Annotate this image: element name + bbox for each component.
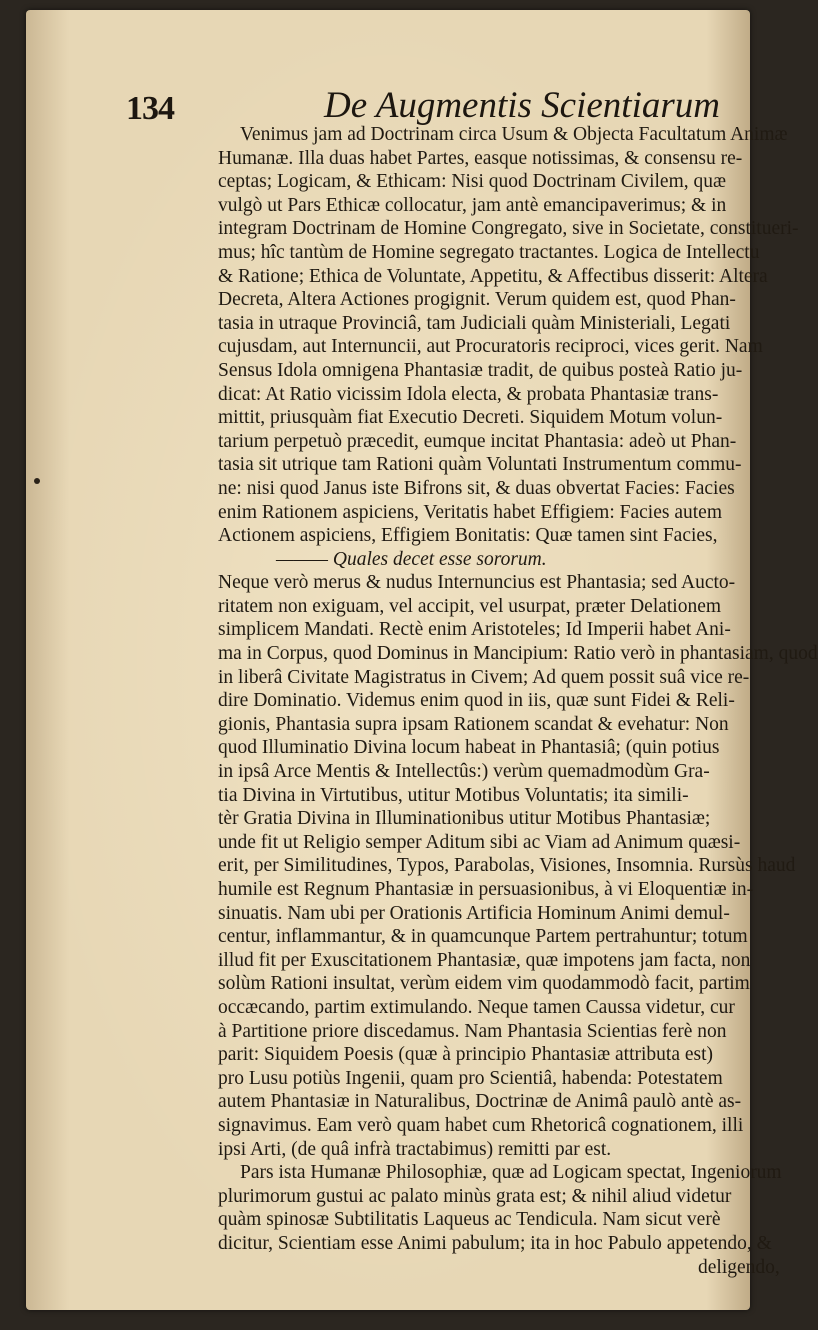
text-line: simplicem Mandati. Rectè enim Aristoteles; Id Imperii habet Ani-	[218, 619, 731, 641]
text-line: tasia in utraque Provinciâ, tam Judiciali quàm Ministeriali, Legati	[218, 312, 731, 334]
text-line: illud fit per Exuscitationem Phantasiæ, quæ impotens jam facta, non	[218, 949, 751, 971]
text-line: Pars ista Humanæ Philosophiæ, quæ ad Logicam spectat, Ingeniorum	[240, 1162, 782, 1184]
text-line: in liberâ Civitate Magistratus in Civem; Ad quem possit suâ vice re-	[218, 666, 750, 688]
text-line: deligendo,	[698, 1256, 780, 1278]
text-line: Venimus jam ad Doctrinam circa Usum & Objecta Facultatum Animæ	[240, 124, 788, 145]
text-line: ritatem non exiguam, vel accipit, vel usurpat, præter Delationem	[218, 595, 722, 617]
text-line: tarium perpetuò præcedit, eumque incitat Phantasia: adeò ut Phan-	[218, 430, 737, 452]
text-line: à Partitione priore discedamus. Nam Phantasia Scientias ferè non	[218, 1020, 727, 1042]
text-line: dire Dominatio. Videmus enim quod in iis, quæ sunt Fidei & Reli-	[218, 690, 735, 712]
text-line: vulgò ut Pars Ethicæ collocatur, jam antè emancipaverimus; & in	[218, 194, 727, 216]
text-line: quod Illuminatio Divina locum habeat in Phantasiâ; (quin potius	[218, 737, 720, 759]
running-title: De Augmentis Scientiarum	[324, 85, 720, 126]
text-line: sinuatis. Nam ubi per Orationis Artificia Hominum Animi demul-	[218, 902, 730, 924]
text-line: pro Lusu potiùs Ingenii, quam pro Scientiâ, habenda: Potestatem	[218, 1067, 723, 1089]
text-line: parit: Siquidem Poesis (quæ à principio Phantasiæ attributa est)	[218, 1044, 714, 1066]
text-line: enim Rationem aspiciens, Veritatis habet Effigiem: Facies autem	[218, 501, 722, 523]
text-line: ipsi Arti, (de quâ infrà tractabimus) remitti par est.	[218, 1138, 612, 1160]
text-line: in ipsâ Arce Mentis & Intellectûs:) verùm quemadmodùm Gra-	[218, 761, 710, 783]
text-line: Neque verò merus & nudus Internuncius est Phantasia; sed Aucto-	[218, 572, 736, 594]
text-line: Decreta, Altera Actiones progignit. Verum quidem est, quod Phan-	[218, 289, 736, 311]
text-line: integram Doctrinam de Homine Congregato, sive in Societate, constitueri-	[218, 218, 799, 240]
text-line: ——— Quales decet esse sororum.	[276, 548, 547, 570]
page-number: 134	[126, 90, 174, 127]
text-line: centur, inflammantur, & in quamcunque Partem pertrahuntur; totum	[218, 926, 748, 948]
text-line: plurimorum gustui ac palato minùs grata est; & nihil aliud videtur	[218, 1185, 732, 1207]
text-line: mus; hîc tantùm de Homine segregato tractantes. Logica de Intellectu	[218, 241, 760, 263]
body-text	[218, 123, 818, 1279]
text-line: dicitur, Scientiam esse Animi pabulum; ita in hoc Pabulo appetendo, &	[218, 1232, 772, 1254]
text-line: tasia sit utrique tam Rationi quàm Voluntati Instrumentum commu-	[218, 454, 742, 476]
text-line: signavimus. Eam verò quam habet cum Rhetoricâ cognationem, illi	[218, 1114, 744, 1136]
text-line: dicat: At Ratio vicissim Idola electa, & probata Phantasiæ trans-	[218, 383, 719, 405]
text-line: ne: nisi quod Janus iste Bifrons sit, & duas obvertat Facies: Facies	[218, 477, 735, 499]
text-line: Sensus Idola omnigena Phantasiæ tradit, de quibus posteà Ratio ju-	[218, 359, 743, 381]
text-line: autem Phantasiæ in Naturalibus, Doctrinæ de Animâ paulò antè as-	[218, 1091, 742, 1113]
text-line: Humanæ. Illa duas habet Partes, easque notissimas, & consensu re-	[218, 147, 743, 169]
text-line: ma in Corpus, quod Dominus in Mancipium: Ratio verò in phantasiam, quod	[218, 643, 818, 665]
book-page	[26, 10, 818, 1310]
text-line: solùm Rationi insultat, verùm eidem vim quodammodò facit, partim	[218, 973, 750, 995]
text-line: & Ratione; Ethica de Voluntate, Appetitu, & Affectibus disserit: Altera	[218, 265, 768, 287]
text-line: tèr Gratia Divina in Illuminationibus utitur Motibus Phantasiæ;	[218, 808, 711, 830]
text-line: mittit, priusquàm fiat Executio Decreti. Siquidem Motum volun-	[218, 407, 723, 429]
text-line: erit, per Similitudines, Typos, Parabolas, Visiones, Insomnia. Rursùs haud	[218, 855, 796, 877]
text-line: Actionem aspiciens, Effigiem Bonitatis: Quæ tamen sint Facies,	[218, 525, 718, 547]
text-line: occæcando, partim extimulando. Neque tamen Caussa videtur, cur	[218, 996, 735, 1018]
text-line: gionis, Phantasia supra ipsam Rationem scandat & evehatur: Non	[218, 713, 729, 735]
text-line: ceptas; Logicam, & Ethicam: Nisi quod Doctrinam Civilem, quæ	[218, 171, 726, 193]
text-line: humile est Regnum Phantasiæ in persuasionibus, à vi Eloquentiæ in-	[218, 879, 754, 900]
text-line: tia Divina in Virtutibus, utitur Motibus Voluntatis; ita simili-	[218, 784, 689, 806]
text-line: cujusdam, aut Internuncii, aut Procuratoris reciproci, vices gerit. Nam	[218, 336, 763, 358]
ink-blot	[34, 478, 40, 484]
text-line: quàm spinosæ Subtilitatis Laqueus ac Tendicula. Nam sicut verè	[218, 1209, 721, 1231]
text-line: unde fit ut Religio semper Aditum sibi ac Viam ad Animum quæsi-	[218, 831, 741, 853]
